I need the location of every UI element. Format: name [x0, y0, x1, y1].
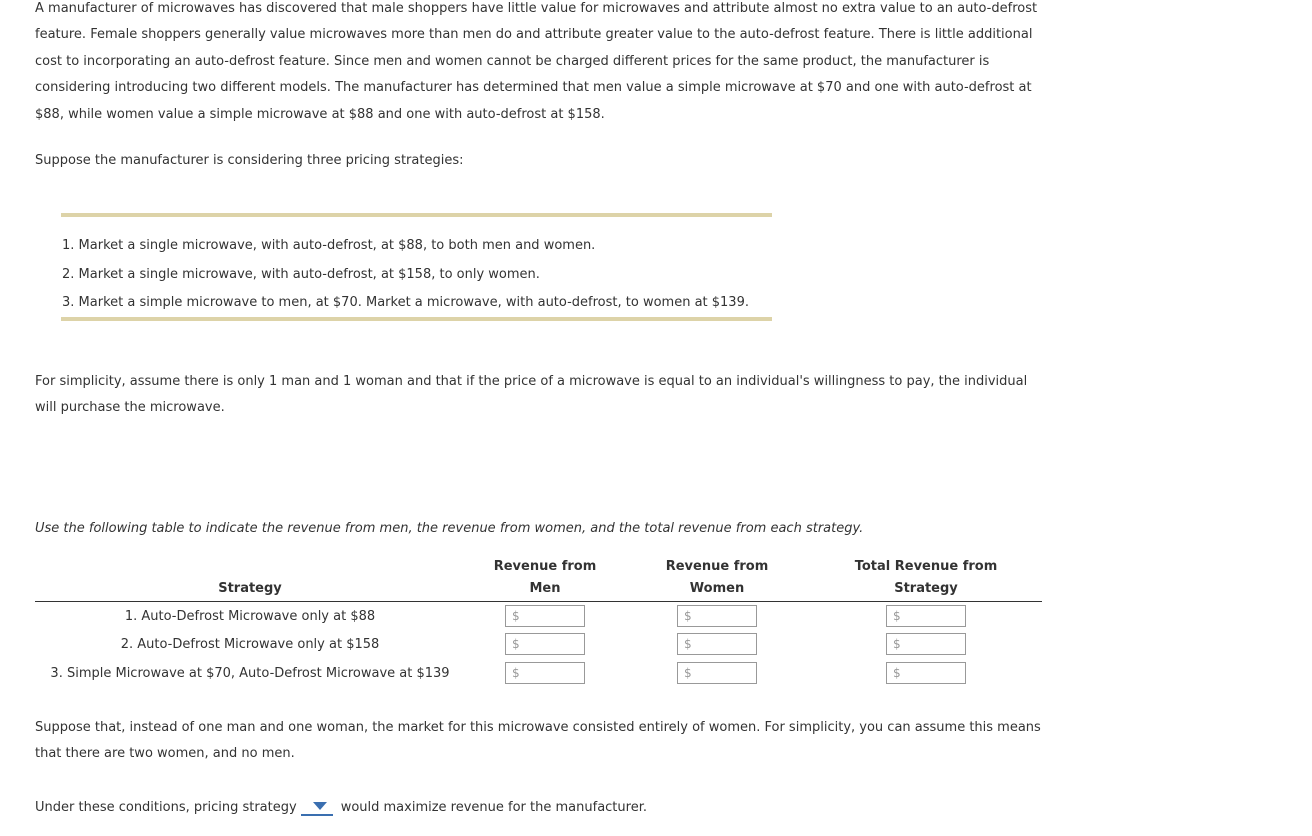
header-men-line1: Revenue from: [493, 559, 597, 574]
row-1-total-revenue-input[interactable]: [886, 605, 966, 627]
simplicity-paragraph: For simplicity, assume there is only 1 man and 1 woman and that if the price of a microwave is equal to an individual's willingness to pay, the individual will purchase the microwave.: [35, 374, 1028, 416]
row-1-men-revenue-input[interactable]: [505, 605, 585, 627]
dollar-sign: $: [893, 609, 901, 623]
chevron-down-icon: [313, 802, 327, 810]
header-strategy: [35, 578, 465, 600]
header-revenue-women: [657, 556, 777, 600]
dollar-sign: $: [512, 637, 520, 651]
pricing-strategy-dropdown[interactable]: [301, 798, 333, 816]
row-1-strategy-label: 1. Auto-Defrost Microwave only at $88: [124, 609, 376, 624]
header-total-line2: Strategy: [894, 581, 958, 596]
dollar-sign: $: [684, 666, 692, 680]
row-3-total-revenue-input[interactable]: [886, 662, 966, 684]
women-market-paragraph: Suppose that, instead of one man and one woman, the market for this microwave consisted entirely of women. For simplicity, you can assume this means that there are two women, and no men.: [35, 720, 1041, 762]
header-total-revenue: [836, 556, 1016, 600]
dollar-sign: $: [512, 609, 520, 623]
row-3-men-revenue-input[interactable]: [505, 662, 585, 684]
strategies-box: [61, 213, 772, 321]
dollar-sign: $: [512, 666, 520, 680]
header-revenue-men: [485, 556, 605, 600]
final-question: [35, 799, 647, 818]
final-question-before: Under these conditions, pricing strategy: [35, 800, 297, 815]
dollar-sign: $: [893, 666, 901, 680]
row-2-men-revenue-input[interactable]: [505, 633, 585, 655]
row-2-total-revenue-input[interactable]: [886, 633, 966, 655]
row-2-women-revenue-input[interactable]: [677, 633, 757, 655]
dollar-sign: $: [684, 609, 692, 623]
header-strategy-label: Strategy: [218, 581, 282, 596]
dollar-sign: $: [684, 637, 692, 651]
strategy-item-3: 3. Market a simple microwave to men, at $70. Market a microwave, with auto-defrost, to women at $139.: [62, 295, 749, 310]
header-total-line1: Total Revenue from: [854, 559, 998, 574]
strategies-intro: Suppose the manufacturer is considering three pricing strategies:: [35, 153, 464, 168]
dollar-sign: $: [893, 637, 901, 651]
strategy-item-2: 2. Market a single microwave, with auto-defrost, at $158, to only women.: [62, 266, 540, 282]
row-2-strategy-label: 2. Auto-Defrost Microwave only at $158: [120, 637, 380, 652]
final-question-after: would maximize revenue for the manufacturer.: [340, 800, 647, 815]
table-instruction: Use the following table to indicate the revenue from men, the revenue from women, and the total revenue from each strategy.: [35, 521, 864, 536]
row-3-women-revenue-input[interactable]: [677, 662, 757, 684]
intro-paragraph: A manufacturer of microwaves has discovered that male shoppers have little value for microwaves and attribute almost no extra value to an auto-defrost feature. Female shoppers generally value microwaves more than men do and attribute greater value to the auto-defrost feature. There is little additional cost to incorporating an auto-defrost feature. Since men and women cannot be charged different prices for the same product, the manufacturer is considering introducing two different models. The manufacturer has determined that men value a simple microwave at $70 and one with auto-defrost at $88, while women value a simple microwave at $88 and one with auto-defrost at $158.: [35, 1, 1038, 122]
header-women-line2: Women: [689, 581, 745, 596]
header-women-line1: Revenue from: [665, 559, 769, 574]
table-header-rule: [35, 601, 1042, 602]
header-men-line2: Men: [529, 581, 561, 596]
strategy-item-1: 1. Market a single microwave, with auto-defrost, at $88, to both men and women.: [62, 238, 596, 253]
row-3-strategy-label: 3. Simple Microwave at $70, Auto-Defrost Microwave at $139: [50, 666, 450, 681]
row-1-women-revenue-input[interactable]: [677, 605, 757, 627]
strategies-list: [62, 232, 749, 318]
